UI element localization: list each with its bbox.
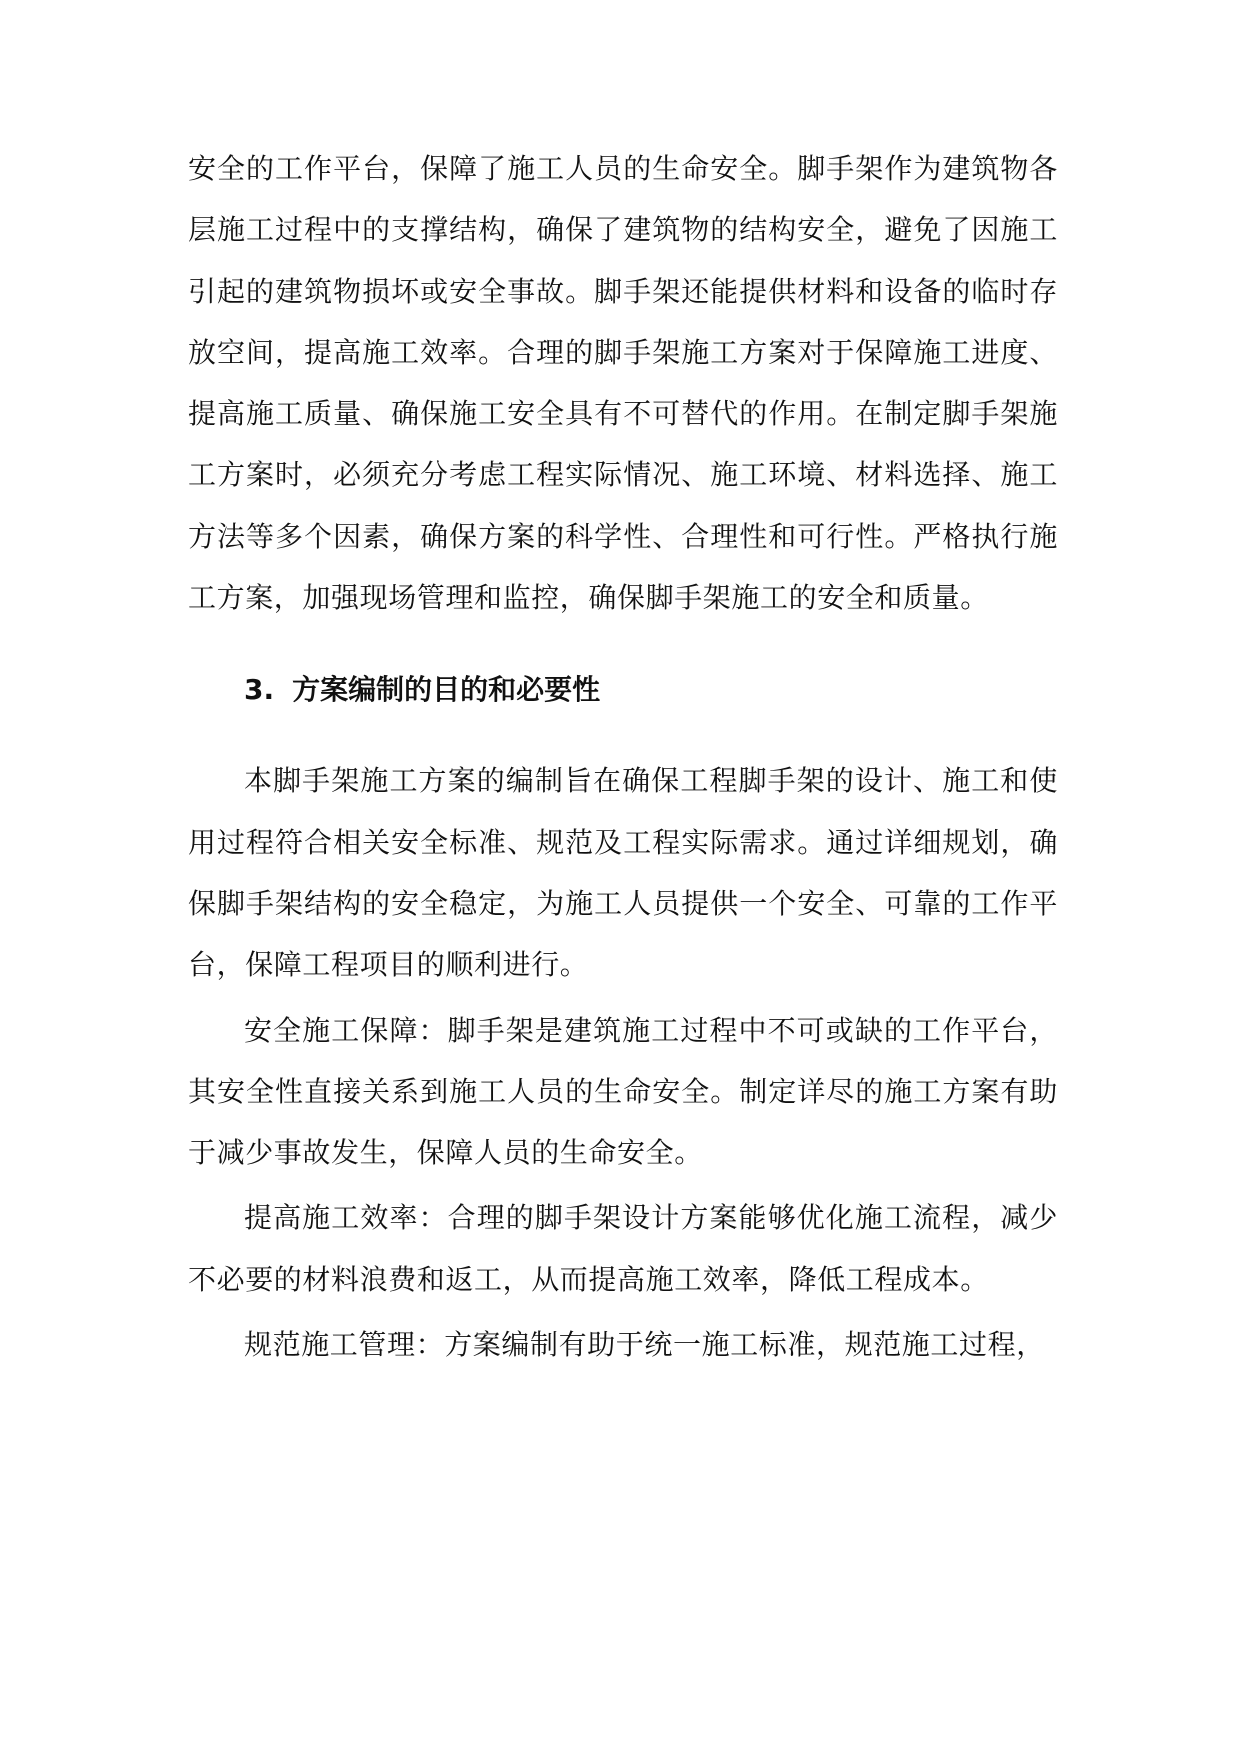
section-heading-title: 方案编制的目的和必要性 (292, 673, 601, 707)
body-paragraph-purpose: 本脚手架施工方案的编制旨在确保工程脚手架的设计、施工和使用过程符合相关安全标准、规范及工程实际需求。通过详细规划，确保脚手架结构的安全稳定，为施工人员提供一个安全、可靠的工作平台，保障工程项目的顺利进行。 (188, 764, 1058, 982)
section-heading-number: 3. (244, 673, 275, 707)
document-body (188, 138, 1058, 1375)
body-paragraph-continued: 安全的工作平台，保障了施工人员的生命安全。脚手架作为建筑物各层施工过程中的支撑结构，确保了建筑物的结构安全，避免了因施工引起的建筑物损坏或安全事故。脚手架还能提供材料和设备的临时存放空间，提高施工效率。合理的脚手架施工方案对于保障施工进度、提高施工质量、确保施工安全具有不可替代的作用。在制定脚手架施工方案时，必须充分考虑工程实际情况、施工环境、材料选择、施工方法等多个因素，确保方案的科学性、合理性和可行性。严格执行施工方案，加强现场管理和监控，确保脚手架施工的安全和质量。 (188, 152, 1058, 615)
body-paragraph-efficiency: 提高施工效率：合理的脚手架设计方案能够优化施工流程，减少不必要的材料浪费和返工，从而提高施工效率，降低工程成本。 (188, 1201, 1058, 1296)
section-heading (188, 670, 1058, 710)
body-paragraph-management: 规范施工管理：方案编制有助于统一施工标准，规范施工过程， (244, 1328, 1045, 1362)
body-paragraph-safety: 安全施工保障：脚手架是建筑施工过程中不可或缺的工作平台，其安全性直接关系到施工人员的生命安全。制定详尽的施工方案有助于减少事故发生，保障人员的生命安全。 (188, 1013, 1058, 1170)
